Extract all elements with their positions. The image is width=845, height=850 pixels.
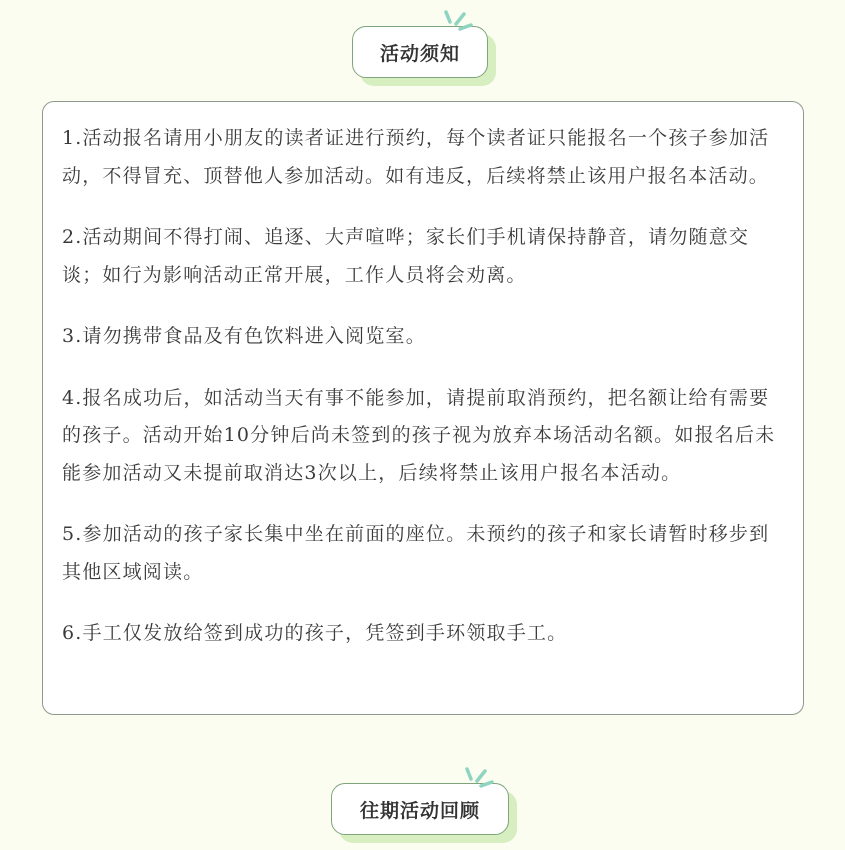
- notice-title: 活动须知: [352, 26, 488, 78]
- past-activities-title: 往期活动回顾: [331, 783, 509, 835]
- notice-card: [42, 101, 804, 715]
- notice-item-2: 2.活动期间不得打闹、追逐、大声喧哗；家长们手机请保持静音，请勿随意交谈；如行为影响活动正常开展，工作人员将会劝离。: [62, 226, 750, 286]
- notice-title-tag: [352, 26, 488, 78]
- past-activities-title-tag: [331, 783, 509, 835]
- spark-lines-icon: [465, 763, 495, 789]
- notice-item-4: 4.报名成功后，如活动当天有事不能参加，请提前取消预约，把名额让给有需要的孩子。活动开始10分钟后尚未签到的孩子视为放弃本场活动名额。如报名后未能参加活动又未提前取消达3次以上，后续将禁止该用户报名本活动。: [62, 386, 776, 484]
- notice-item-6: 6.手工仅发放给签到成功的孩子，凭签到手环领取手工。: [62, 622, 568, 644]
- notice-item-5: 5.参加活动的孩子家长集中坐在前面的座位。未预约的孩子和家长请暂时移步到其他区域阅读。: [62, 523, 770, 583]
- spark-lines-icon: [444, 6, 474, 32]
- notice-item-1: 1.活动报名请用小朋友的读者证进行预约，每个读者证只能报名一个孩子参加活动，不得冒充、顶替他人参加活动。如有违反，后续将禁止该用户报名本活动。: [62, 127, 770, 187]
- notice-item-3: 3.请勿携带食品及有色饮料进入阅览室。: [62, 325, 426, 347]
